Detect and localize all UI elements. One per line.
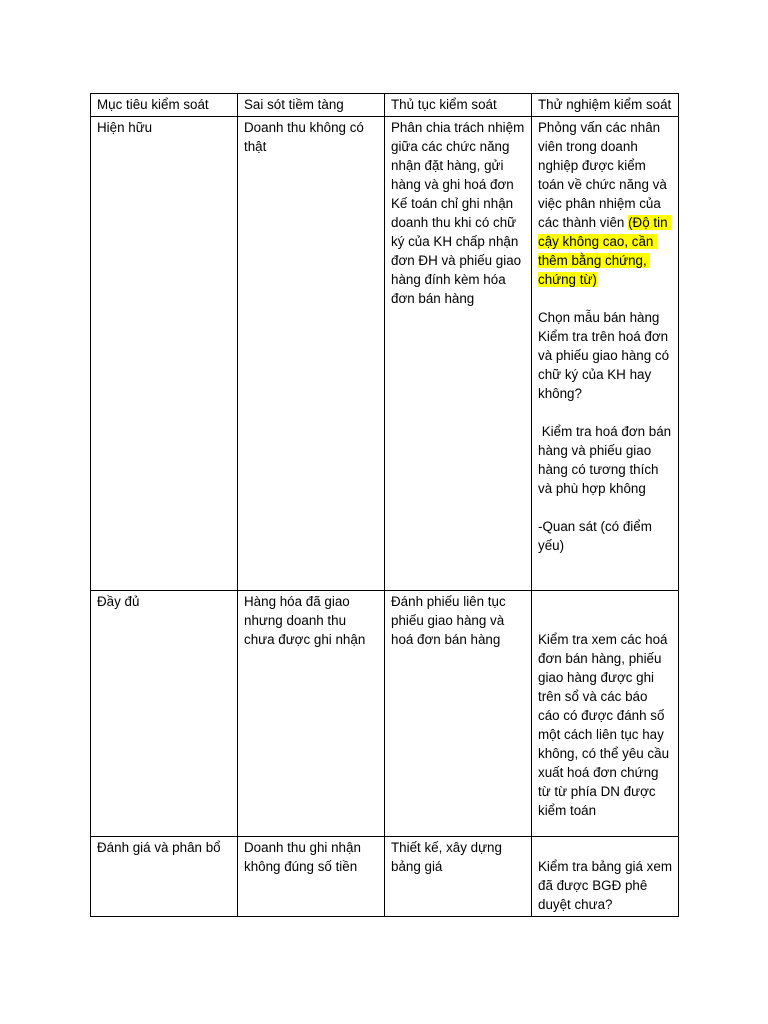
- test-text: Kiểm tra xem các hoá đơn bán hàng, phiếu giao hàng được ghi trên sổ và các báo cáo có được đánh số một cách liên tục hay không, có thể yêu cầu xuất hoá đơn chứng từ từ phía DN được kiểm toán: [538, 632, 673, 818]
- header-cell: Thủ tục kiểm soát: [385, 94, 532, 117]
- header-cell: Thử nghiệm kiểm soát: [532, 94, 679, 117]
- header-cell: Mục tiêu kiểm soát: [91, 94, 238, 117]
- spacer: [538, 403, 672, 422]
- test-text: Kiểm tra hoá đơn bán hàng và phiếu giao hàng có tương thích và phù hợp không: [538, 424, 675, 496]
- test-cell: [532, 591, 679, 837]
- control-table: [90, 93, 679, 917]
- header-cell: Sai sót tiềm tàng: [238, 94, 385, 117]
- test-text: -Quan sát (có điểm yếu): [538, 519, 656, 553]
- objective-cell: Đánh giá và phân bổ: [91, 837, 238, 917]
- test-text: Kiểm tra bảng giá xem đã được BGĐ phê duyệt chưa?: [538, 859, 676, 912]
- table-row: [91, 117, 679, 591]
- spacer: [538, 289, 672, 308]
- table-row: [91, 591, 679, 837]
- objective-cell: Hiện hữu: [91, 117, 238, 591]
- highlighted-note: (Độ tin cậy không cao, cần thêm bằng chứng, chứng từ): [538, 215, 672, 287]
- spacer: [538, 498, 672, 517]
- risk-cell: Hàng hóa đã giao nhưng doanh thu chưa được ghi nhận: [238, 591, 385, 837]
- spacer: [538, 592, 672, 630]
- test-cell: [532, 837, 679, 917]
- risk-cell: Doanh thu không có thật: [238, 117, 385, 591]
- test-text: Phỏng vấn các nhân viên trong doanh nghiệp được kiểm toán về chức năng và việc phân nhiệm của các thành viên: [538, 120, 671, 230]
- control-cell: Phân chia trách nhiệm giữa các chức năng nhận đặt hàng, gửi hàng và ghi hoá đơn Kế toán chỉ ghi nhận doanh thu khi có chữ ký của KH chấp nhận đơn ĐH và phiếu giao hàng đính kèm hóa đơn bán hàng: [385, 117, 532, 591]
- risk-cell: Doanh thu ghi nhận không đúng số tiền: [238, 837, 385, 917]
- table-header-row: [91, 94, 679, 117]
- table-row: [91, 837, 679, 917]
- objective-cell: Đầy đủ: [91, 591, 238, 837]
- control-cell: Đánh phiếu liên tục phiếu giao hàng và hoá đơn bán hàng: [385, 591, 532, 837]
- control-cell: Thiết kế, xây dựng bảng giá: [385, 837, 532, 917]
- test-text: Chọn mẫu bán hàng Kiểm tra trên hoá đơn và phiếu giao hàng có chữ ký của KH hay không?: [538, 310, 670, 401]
- test-cell: [532, 117, 679, 591]
- spacer: [538, 838, 672, 857]
